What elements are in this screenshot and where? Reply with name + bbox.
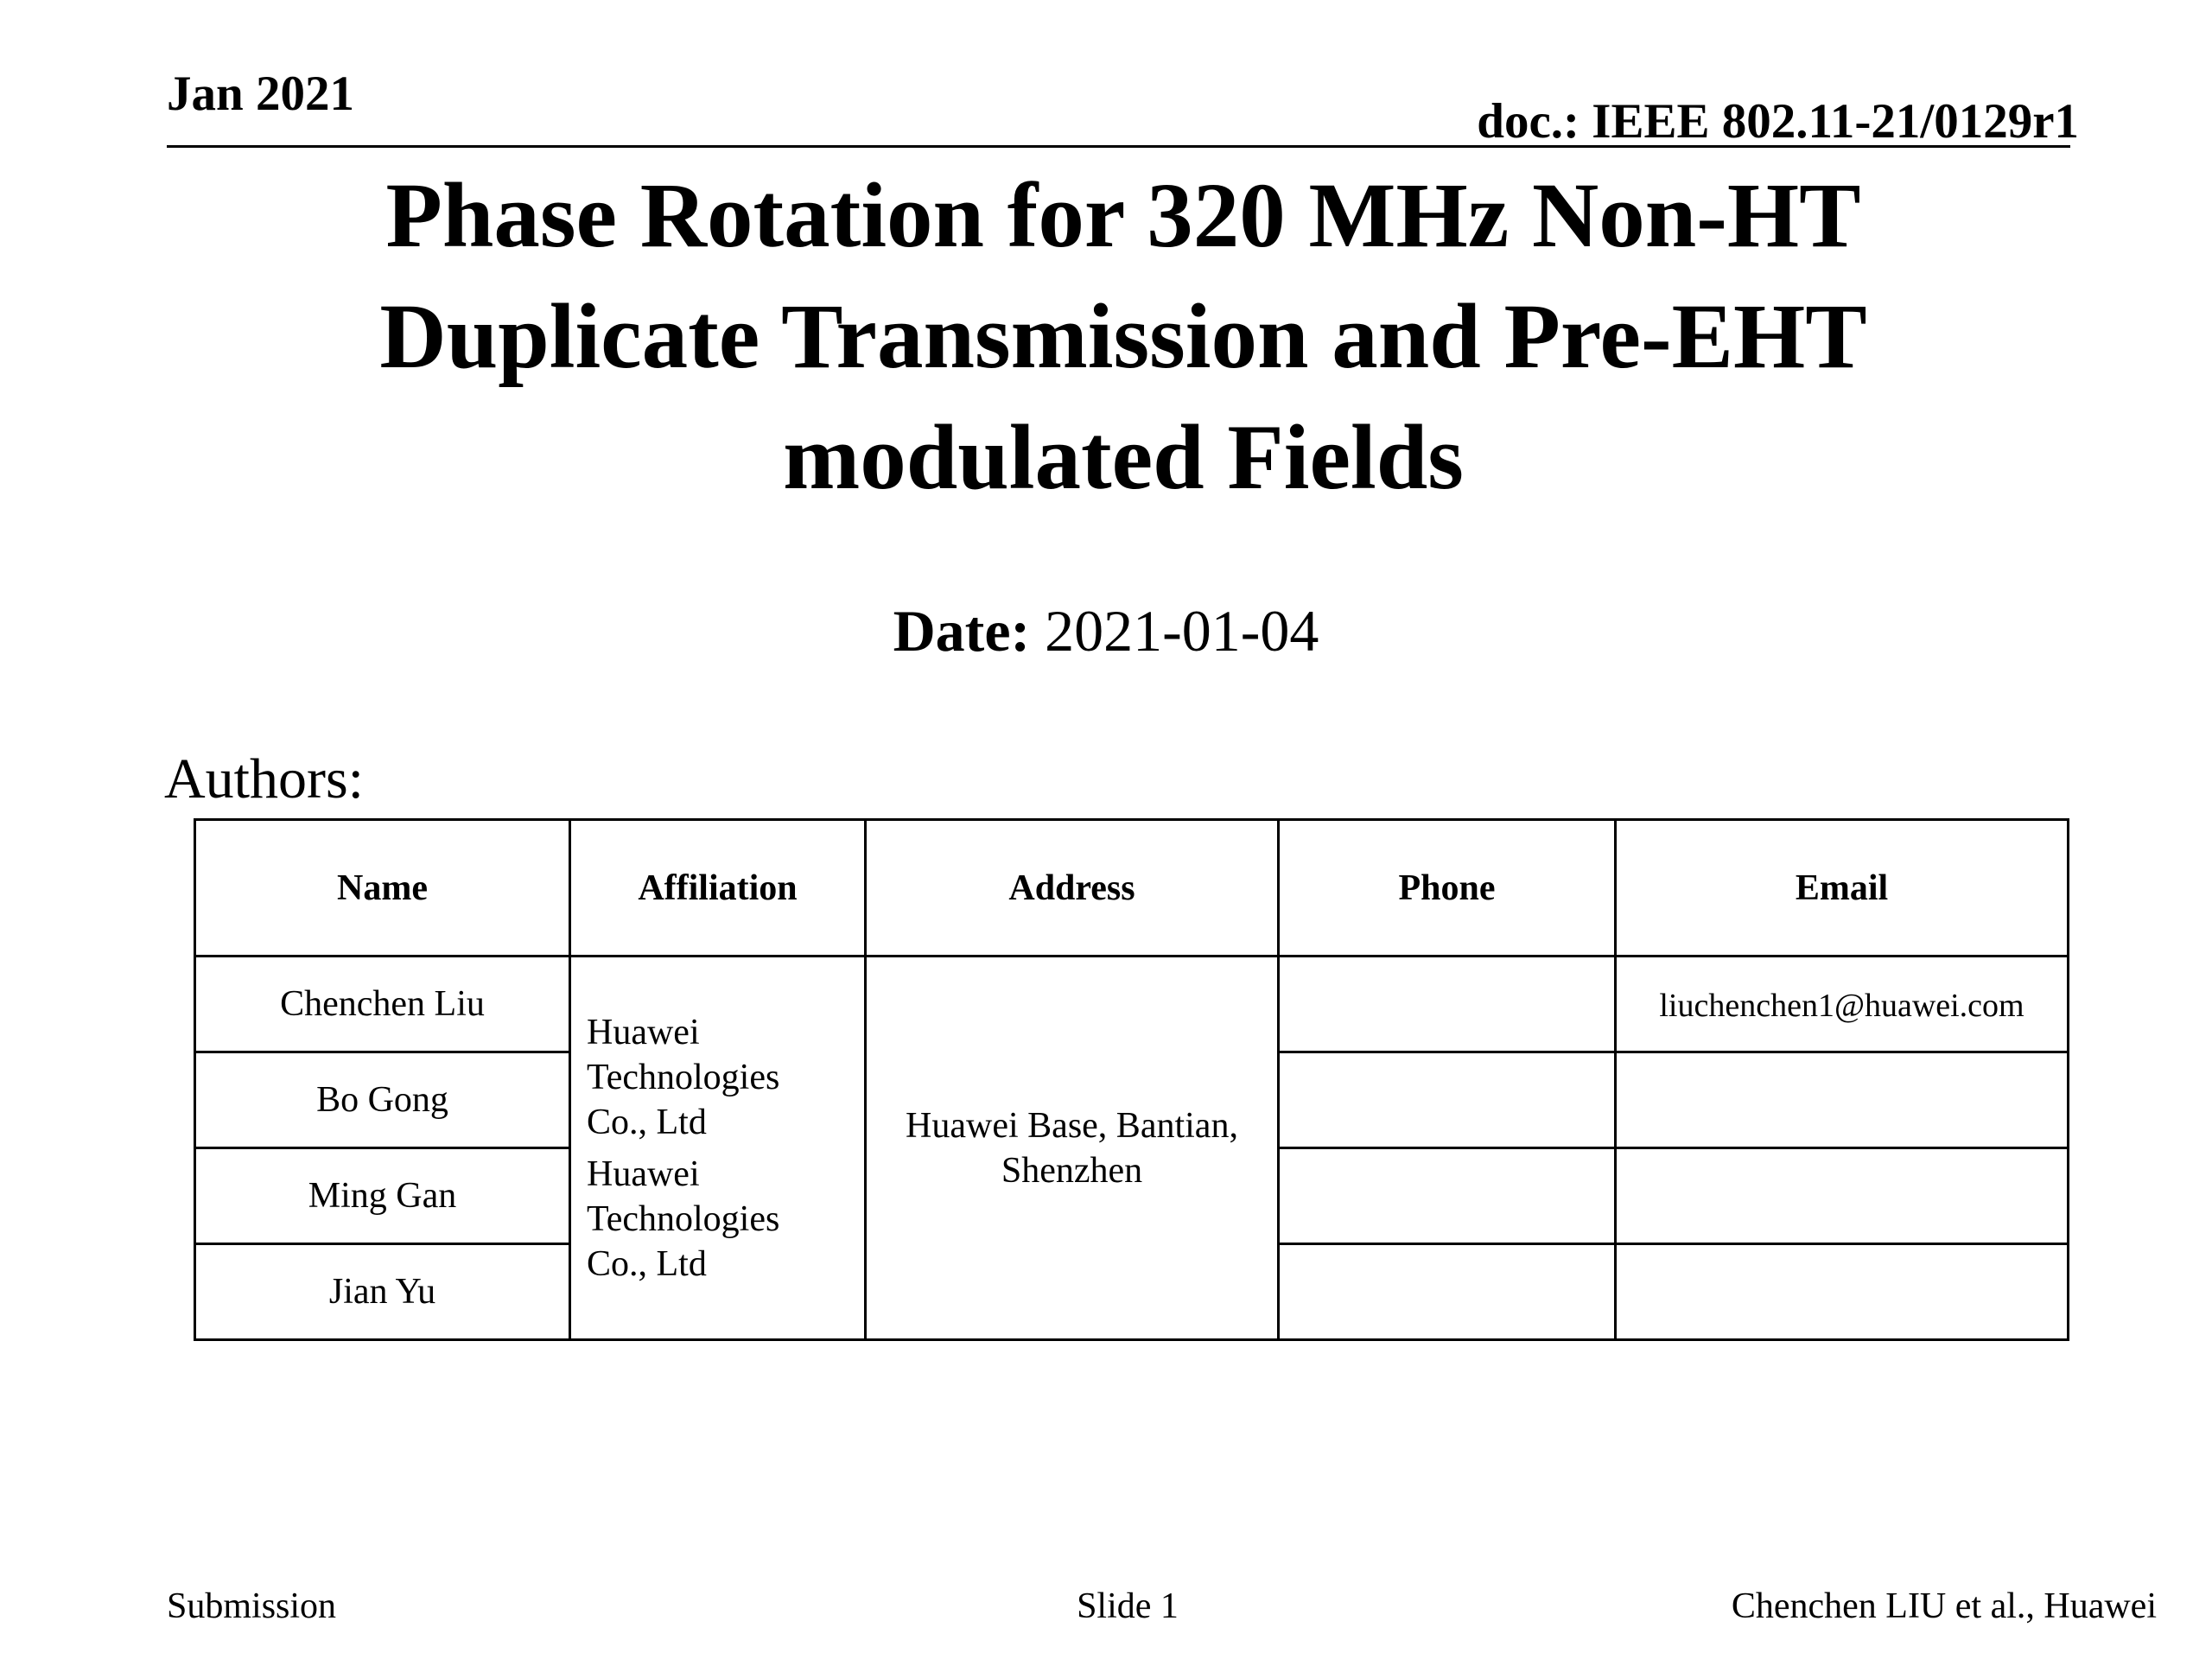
author-name: Bo Gong bbox=[195, 1052, 570, 1148]
email-cell bbox=[1616, 1244, 2069, 1340]
authors-table-wrapper bbox=[194, 818, 2069, 1341]
phone-cell bbox=[1279, 1148, 1616, 1244]
title-line-2: Duplicate Transmission and Pre-EHT bbox=[379, 286, 1867, 388]
header-phone: Phone bbox=[1279, 820, 1616, 957]
author-name: Ming Gan bbox=[195, 1148, 570, 1244]
affiliation-line: Huawei bbox=[587, 1012, 700, 1052]
title-line-1: Phase Rotation for 320 MHz Non-HT bbox=[385, 165, 1861, 267]
date-value: 2021-01-04 bbox=[1045, 598, 1319, 664]
affiliation-line: Co., Ltd bbox=[587, 1102, 707, 1142]
affiliation-line: Co., Ltd bbox=[587, 1243, 707, 1284]
footer-slide-number: Slide 1 bbox=[1077, 1586, 1179, 1626]
footer-authors: Chenchen LIU et al., Huawei bbox=[1731, 1586, 2157, 1626]
slide-title bbox=[242, 156, 2005, 518]
affiliation-line: Technologies bbox=[587, 1057, 780, 1097]
header-name: Name bbox=[195, 820, 570, 957]
table-row bbox=[195, 957, 2069, 1052]
email-cell: liuchenchen1@huawei.com bbox=[1616, 957, 2069, 1052]
authors-table bbox=[194, 818, 2069, 1341]
table-header-row bbox=[195, 820, 2069, 957]
header-divider bbox=[167, 145, 2070, 148]
author-name: Chenchen Liu bbox=[195, 957, 570, 1052]
author-name: Jian Yu bbox=[195, 1244, 570, 1340]
date-label: Date: bbox=[893, 598, 1031, 664]
header-email: Email bbox=[1616, 820, 2069, 957]
header-date: Jan 2021 bbox=[167, 67, 354, 121]
phone-cell bbox=[1279, 957, 1616, 1052]
phone-cell bbox=[1279, 1052, 1616, 1148]
title-line-3: modulated Fields bbox=[783, 407, 1464, 509]
address-cell bbox=[866, 957, 1279, 1340]
address-line: Shenzhen bbox=[1001, 1150, 1143, 1191]
header-address: Address bbox=[866, 820, 1279, 957]
email-cell bbox=[1616, 1148, 2069, 1244]
date-line bbox=[0, 596, 2212, 665]
phone-cell bbox=[1279, 1244, 1616, 1340]
email-cell bbox=[1616, 1052, 2069, 1148]
affiliation-line: Technologies bbox=[587, 1198, 780, 1239]
footer-submission: Submission bbox=[167, 1586, 337, 1626]
affiliation-line: Huawei bbox=[587, 1154, 700, 1194]
header-doc-id: doc.: IEEE 802.11-21/0129r1 bbox=[1477, 94, 2079, 149]
header-affiliation: Affiliation bbox=[570, 820, 866, 957]
address-line: Huawei Base, Bantian, bbox=[906, 1105, 1238, 1146]
authors-label: Authors: bbox=[164, 747, 364, 810]
affiliation-cell bbox=[570, 957, 866, 1340]
